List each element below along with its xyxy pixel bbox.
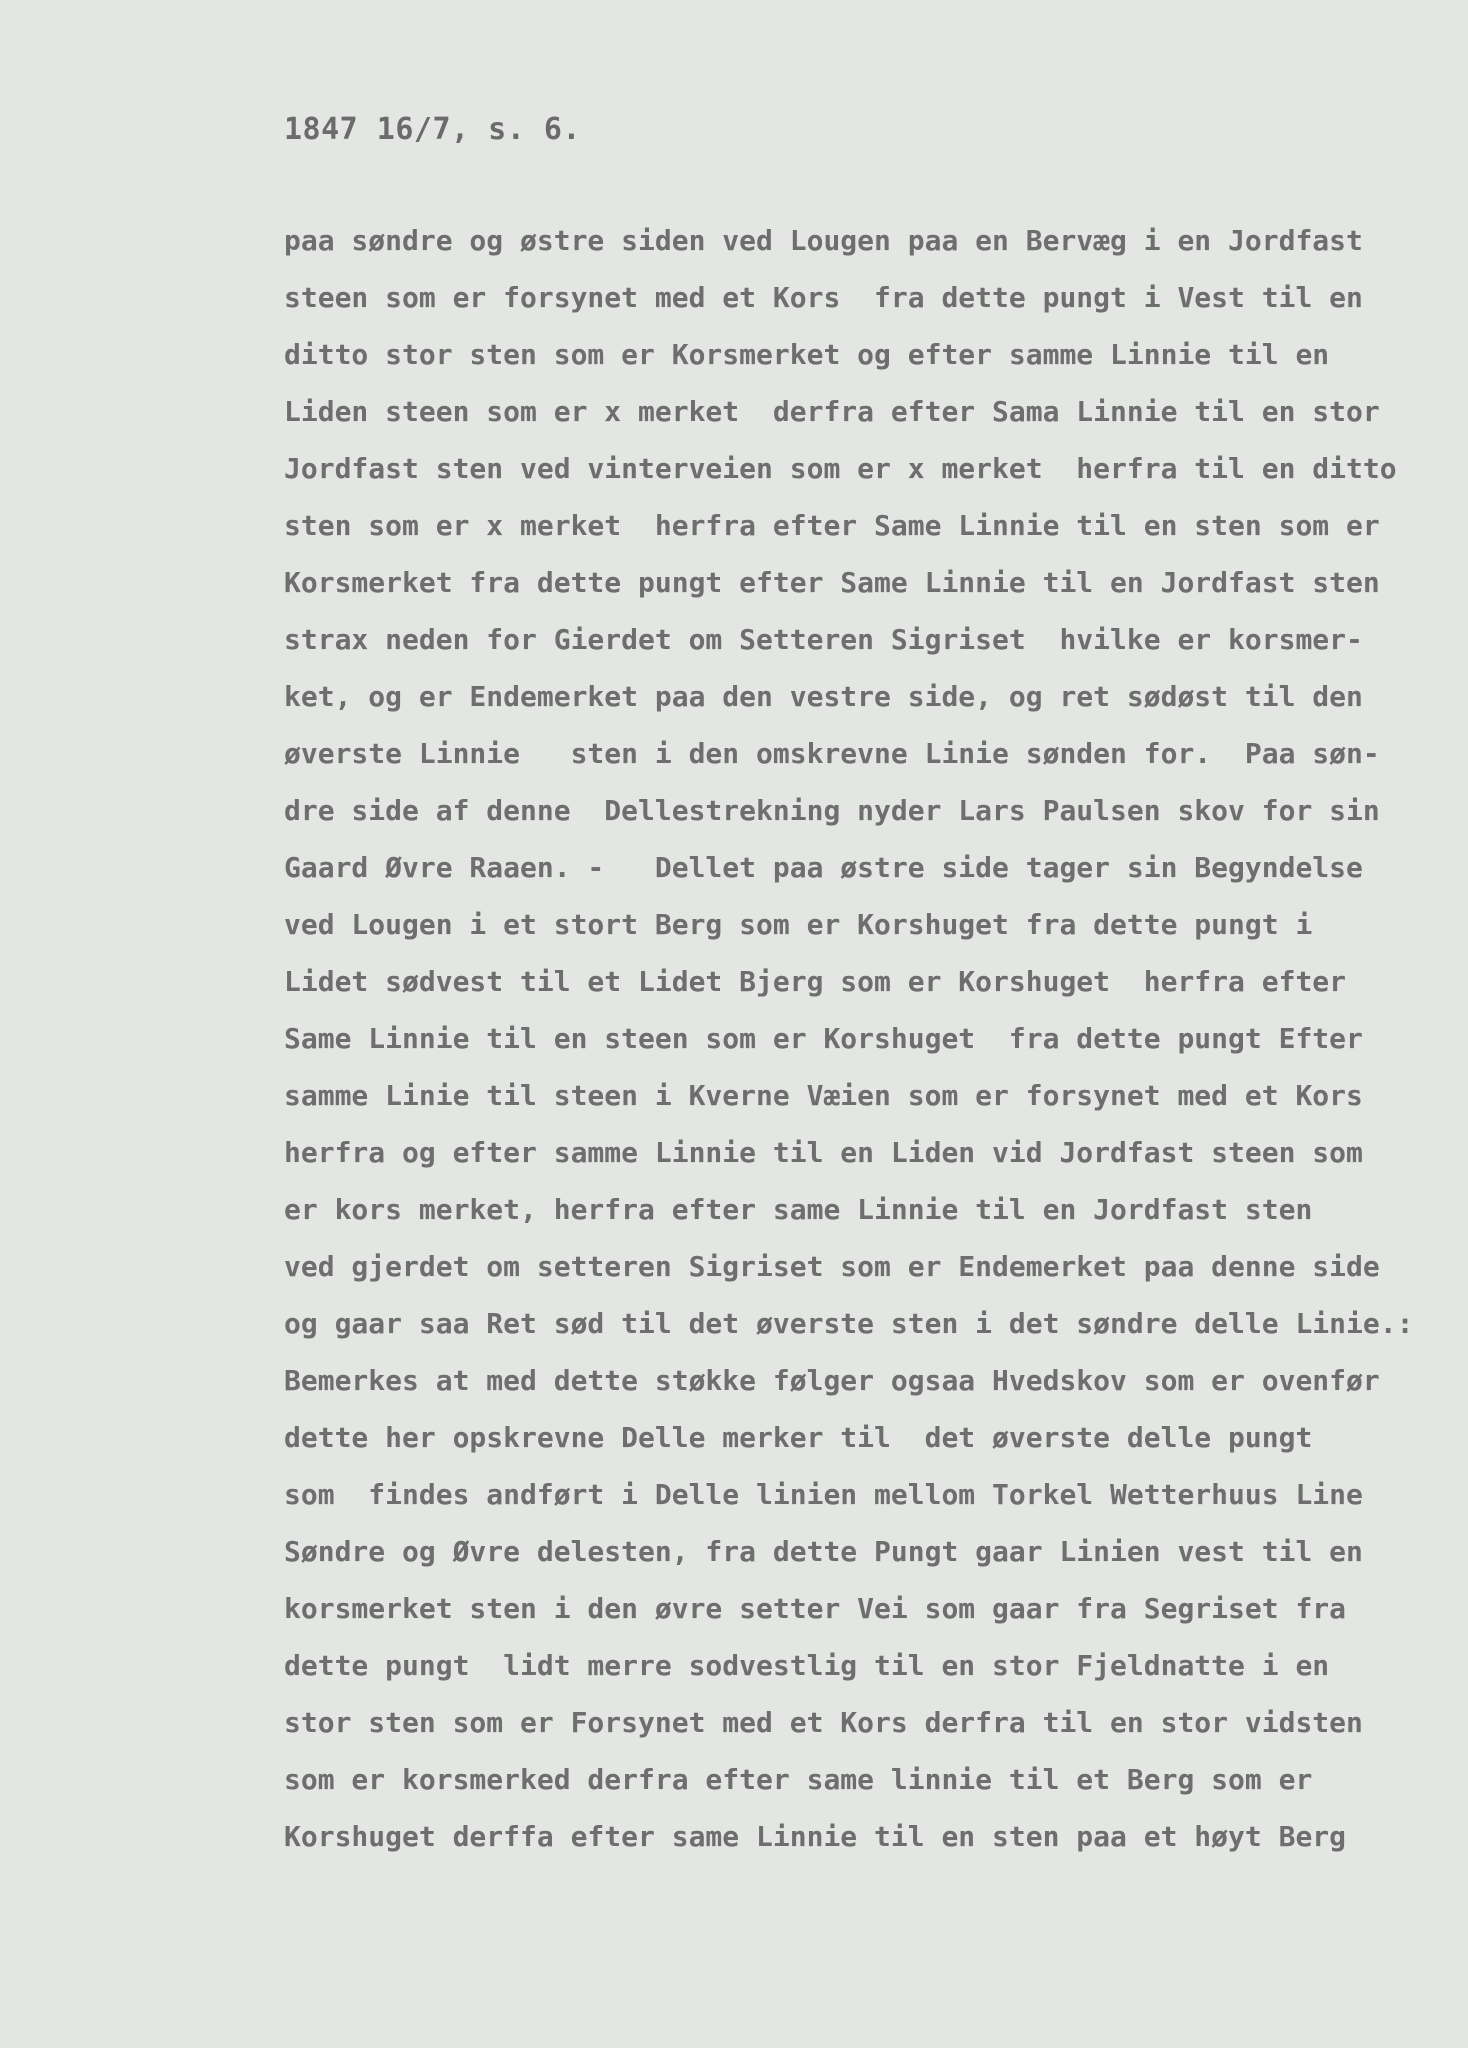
document-body <box>284 212 1454 1865</box>
page-header: 1847 16/7, s. 6. <box>284 112 581 147</box>
text-line: Liden steen som er x merket derfra efter Sama Linnie til en stor <box>284 395 1380 428</box>
text-line: Lidet sødvest til et Lidet Bjerg som er Korshuget herfra efter <box>284 965 1347 998</box>
text-line: er kors merket, herfra efter same Linnie til en Jordfast sten <box>284 1193 1313 1226</box>
text-line: paa søndre og østre siden ved Lougen paa en Bervæg i en Jordfast <box>284 224 1363 257</box>
text-line: og gaar saa Ret sød til det øverste sten i det søndre delle Linie.: <box>284 1307 1414 1340</box>
text-line: ved gjerdet om setteren Sigriset som er Endemerket paa denne side <box>284 1250 1380 1283</box>
text-line: som er korsmerked derfra efter same linnie til et Berg som er <box>284 1763 1313 1796</box>
text-line: sten som er x merket herfra efter Same Linnie til en sten som er <box>284 509 1380 542</box>
text-line: ket, og er Endemerket paa den vestre side, og ret sødøst til den <box>284 680 1363 713</box>
text-line: dette her opskrevne Delle merker til det øverste delle pungt <box>284 1421 1313 1454</box>
text-line: ved Lougen i et stort Berg som er Korshuget fra dette pungt i <box>284 908 1313 941</box>
text-line: samme Linie til steen i Kverne Væien som er forsynet med et Kors <box>284 1079 1363 1112</box>
text-line: herfra og efter samme Linnie til en Liden vid Jordfast steen som <box>284 1136 1363 1169</box>
text-line: dette pungt lidt merre sodvestlig til en stor Fjeldnatte i en <box>284 1649 1330 1682</box>
text-line: Same Linnie til en steen som er Korshuget fra dette pungt Efter <box>284 1022 1363 1055</box>
text-line: Korshuget derffa efter same Linnie til en sten paa et høyt Berg <box>284 1820 1347 1853</box>
text-line: Korsmerket fra dette pungt efter Same Linnie til en Jordfast sten <box>284 566 1380 599</box>
text-line: stor sten som er Forsynet med et Kors derfra til en stor vidsten <box>284 1706 1363 1739</box>
text-line: øverste Linnie sten i den omskrevne Linie sønden for. Paa søn- <box>284 737 1380 770</box>
text-line: Gaard Øvre Raaen. - Dellet paa østre side tager sin Begyndelse <box>284 851 1363 884</box>
text-line: Bemerkes at med dette støkke følger ogsaa Hvedskov som er ovenfør <box>284 1364 1380 1397</box>
text-line: dre side af denne Dellestrekning nyder Lars Paulsen skov for sin <box>284 794 1380 827</box>
text-line: som findes andført i Delle linien mellom Torkel Wetterhuus Line <box>284 1478 1363 1511</box>
text-line: steen som er forsynet med et Kors fra dette pungt i Vest til en <box>284 281 1363 314</box>
text-line: ditto stor sten som er Korsmerket og efter samme Linnie til en <box>284 338 1330 371</box>
text-line: Søndre og Øvre delesten, fra dette Pungt gaar Linien vest til en <box>284 1535 1363 1568</box>
text-line: korsmerket sten i den øvre setter Vei som gaar fra Segriset fra <box>284 1592 1347 1625</box>
text-line: strax neden for Gierdet om Setteren Sigriset hvilke er korsmer- <box>284 623 1363 656</box>
text-line: Jordfast sten ved vinterveien som er x merket herfra til en ditto <box>284 452 1397 485</box>
